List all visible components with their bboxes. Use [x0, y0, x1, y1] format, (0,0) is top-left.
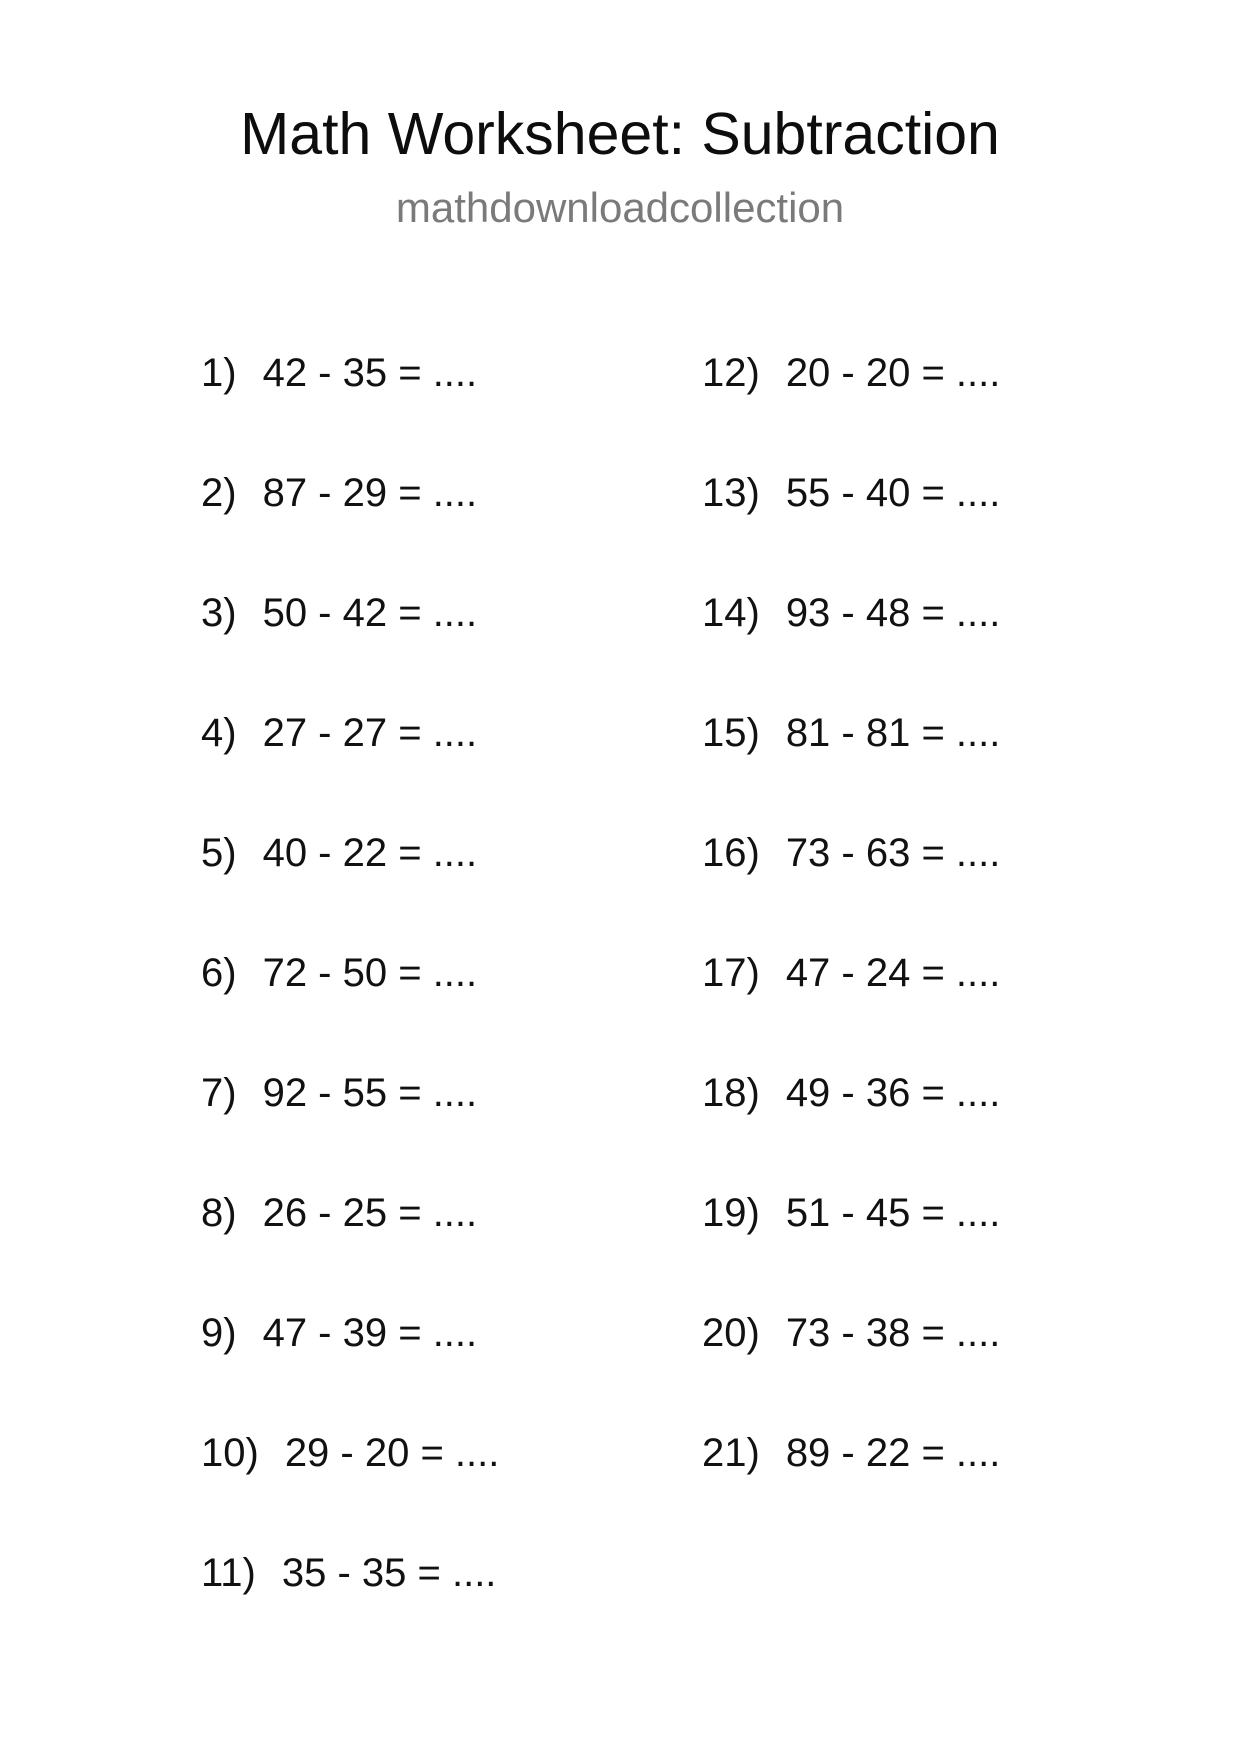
- problem-item: [201, 708, 477, 758]
- problem-expression: 55 - 40 = ....: [785, 471, 1001, 515]
- problem-number: 7): [201, 1071, 237, 1115]
- problem-number: 11): [201, 1551, 256, 1595]
- problem-item: [201, 1308, 477, 1358]
- problem-expression: 29 - 20 = ....: [284, 1431, 500, 1475]
- problem-item: [201, 828, 477, 878]
- problem-number: 9): [201, 1311, 237, 1355]
- problem-item: [201, 1188, 477, 1238]
- problem-item: [702, 708, 1000, 758]
- problem-expression: 35 - 35 = ....: [281, 1551, 497, 1595]
- problem-expression: 73 - 38 = ....: [785, 1311, 1001, 1355]
- problem-number: 10): [201, 1431, 259, 1475]
- problem-item: [201, 588, 477, 638]
- problem-item: [201, 1068, 477, 1118]
- page-title: Math Worksheet: Subtraction: [240, 101, 1000, 167]
- problem-expression: 42 - 35 = ....: [262, 351, 478, 395]
- problem-number: 15): [702, 711, 760, 755]
- problem-number: 19): [702, 1191, 760, 1235]
- problem-number: 13): [702, 471, 760, 515]
- problem-number: 2): [201, 471, 237, 515]
- problem-expression: 93 - 48 = ....: [785, 591, 1001, 635]
- problem-number: 18): [702, 1071, 760, 1115]
- problem-expression: 92 - 55 = ....: [262, 1071, 478, 1115]
- problem-number: 5): [201, 831, 237, 875]
- problem-expression: 20 - 20 = ....: [785, 351, 1001, 395]
- page-subtitle: mathdownloadcollection: [395, 184, 845, 231]
- problem-item: [702, 1428, 1000, 1478]
- problem-number: 14): [702, 591, 760, 635]
- problem-item: [201, 348, 477, 398]
- problem-expression: 50 - 42 = ....: [262, 591, 478, 635]
- problem-expression: 47 - 39 = ....: [262, 1311, 478, 1355]
- problem-item: [702, 1188, 1000, 1238]
- problem-item: [702, 468, 1000, 518]
- problem-expression: 27 - 27 = ....: [262, 711, 478, 755]
- problem-number: 4): [201, 711, 237, 755]
- problem-expression: 87 - 29 = ....: [262, 471, 478, 515]
- problem-number: 8): [201, 1191, 237, 1235]
- problem-item: [201, 948, 477, 998]
- problem-expression: 47 - 24 = ....: [785, 951, 1001, 995]
- problem-expression: 40 - 22 = ....: [262, 831, 478, 875]
- problem-expression: 26 - 25 = ....: [262, 1191, 478, 1235]
- problem-number: 6): [201, 951, 237, 995]
- problem-expression: 89 - 22 = ....: [785, 1431, 1001, 1475]
- problem-item: [702, 348, 1000, 398]
- problem-number: 20): [702, 1311, 760, 1355]
- problem-expression: 73 - 63 = ....: [785, 831, 1001, 875]
- problem-item: [702, 1308, 1000, 1358]
- problem-item: [201, 1548, 496, 1598]
- problem-number: 16): [702, 831, 760, 875]
- problem-item: [201, 468, 477, 518]
- problem-item: [702, 1068, 1000, 1118]
- problem-expression: 49 - 36 = ....: [785, 1071, 1001, 1115]
- problem-number: 1): [201, 351, 237, 395]
- problem-item: [702, 948, 1000, 998]
- problem-item: [702, 588, 1000, 638]
- problem-number: 12): [702, 351, 760, 395]
- problem-number: 17): [702, 951, 760, 995]
- problem-number: 3): [201, 591, 237, 635]
- problem-number: 21): [702, 1431, 760, 1475]
- problem-expression: 51 - 45 = ....: [785, 1191, 1001, 1235]
- problem-item: [201, 1428, 499, 1478]
- problem-item: [702, 828, 1000, 878]
- problem-expression: 81 - 81 = ....: [785, 711, 1001, 755]
- problem-expression: 72 - 50 = ....: [262, 951, 478, 995]
